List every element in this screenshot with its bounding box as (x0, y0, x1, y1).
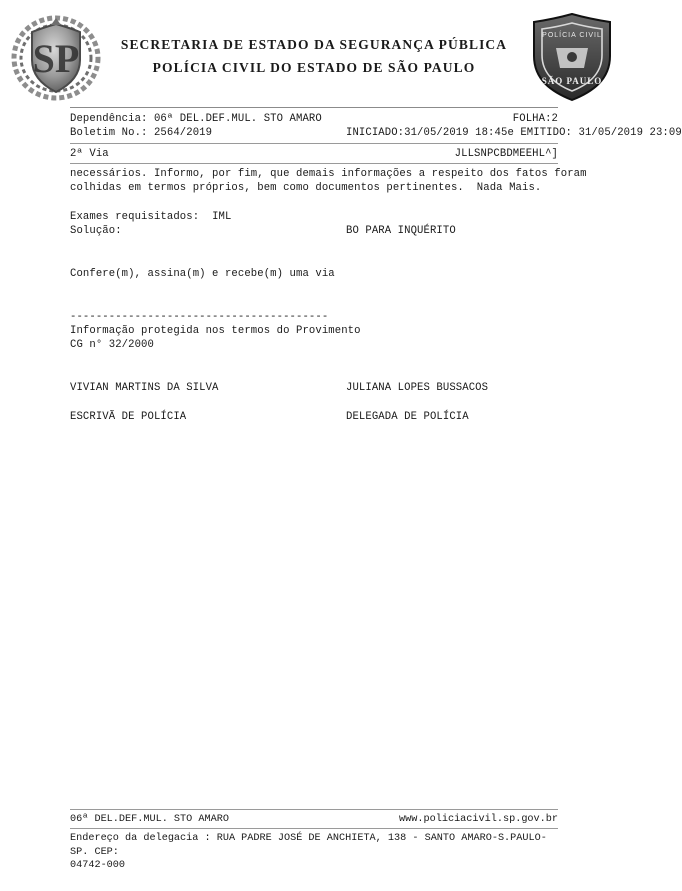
spacer (70, 195, 558, 209)
signature-roles-row (70, 410, 558, 424)
meta-row-boletim (70, 126, 682, 140)
spacer-3 (70, 253, 558, 267)
header-title-block (102, 37, 526, 76)
svg-text:SÃO PAULO: SÃO PAULO (541, 76, 603, 86)
dashed-separator: ---------------------------------------- (70, 310, 329, 323)
document-header (0, 0, 628, 104)
spacer-8 (70, 396, 558, 410)
solucao-label: Solução: (70, 225, 122, 238)
exames-row (70, 210, 558, 224)
via-text: 2ª Via (70, 147, 109, 160)
sp-state-crest-icon (10, 10, 102, 102)
dependencia-text: Dependência: 06ª DEL.DEF.MUL. STO AMARO (70, 113, 322, 125)
paragraph-line-1: necessários. Informo, por fim, que demais informações a respeito dos fatos foram (70, 167, 587, 180)
spacer-2 (70, 238, 558, 252)
divider-footer-top (70, 809, 558, 810)
divider-via (70, 163, 558, 164)
footer-website[interactable]: www.policiacivil.sp.gov.br (399, 813, 558, 825)
document-body (0, 107, 682, 424)
header-title-line-1: SECRETARIA DE ESTADO DA SEGURANÇA PÚBLICA (120, 36, 508, 52)
footer-unit: 06ª DEL.DEF.MUL. STO AMARO (70, 813, 229, 825)
solucao-value: BO PARA INQUÉRITO (346, 225, 456, 238)
footer-address: Endereço da delegacia : RUA PADRE JOSÉ DE ANCHIETA, 138 - SANTO AMARO-S.PAULO-SP. CEP: 04742-000 (70, 833, 547, 872)
divider-meta (70, 143, 558, 144)
spacer-4 (70, 281, 558, 295)
confere-text: Confere(m), assina(m) e recebe(m) uma via (70, 267, 335, 280)
signer-2-name: JULIANA LOPES BUSSACOS (346, 382, 489, 395)
protected-info-line-1: Informação protegida nos termos do Provimento (70, 325, 361, 338)
paragraph-line-2: colhidas em termos próprios, bem como documentos pertinentes. Nada Mais. (70, 182, 542, 195)
verification-code: JLLSNPCBDMEEHL^] (454, 147, 558, 160)
iniciado-text: INICIADO:31/05/2019 18:45 (346, 127, 508, 140)
spacer-7 (70, 367, 558, 381)
emitido-label: e EMITIDO: (507, 127, 573, 140)
footer-row (70, 813, 558, 827)
meta-row-dependencia (70, 112, 558, 126)
signer-2-role: DELEGADA DE POLÍCIA (346, 410, 469, 423)
header-title-line-2: POLÍCIA CIVIL DO ESTADO DE SÃO PAULO (152, 59, 476, 75)
divider-top (70, 107, 558, 108)
policia-civil-crest-icon (526, 10, 618, 102)
protected-info-line-2: CG n° 32/2000 (70, 339, 154, 352)
exames-value: IML (212, 210, 232, 223)
svg-text:POLÍCIA CIVIL: POLÍCIA CIVIL (542, 32, 602, 39)
divider-footer-bottom (70, 828, 558, 829)
via-row (70, 147, 558, 161)
folha-text: FOLHA:2 (512, 113, 558, 125)
spacer-6 (70, 353, 558, 367)
signature-names-row (70, 381, 558, 395)
signer-1-role: ESCRIVÃ DE POLÍCIA (70, 410, 187, 423)
boletim-text: Boletim No.: 2564/2019 (70, 127, 213, 140)
spacer-5 (70, 296, 558, 310)
exames-label: Exames requisitados: (70, 210, 200, 223)
solucao-row (70, 224, 558, 238)
signer-1-name: VIVIAN MARTINS DA SILVA (70, 382, 219, 395)
svg-text:SP: SP (32, 36, 80, 81)
document-footer (0, 807, 628, 873)
emitido-value: 31/05/2019 23:09 (578, 127, 682, 140)
